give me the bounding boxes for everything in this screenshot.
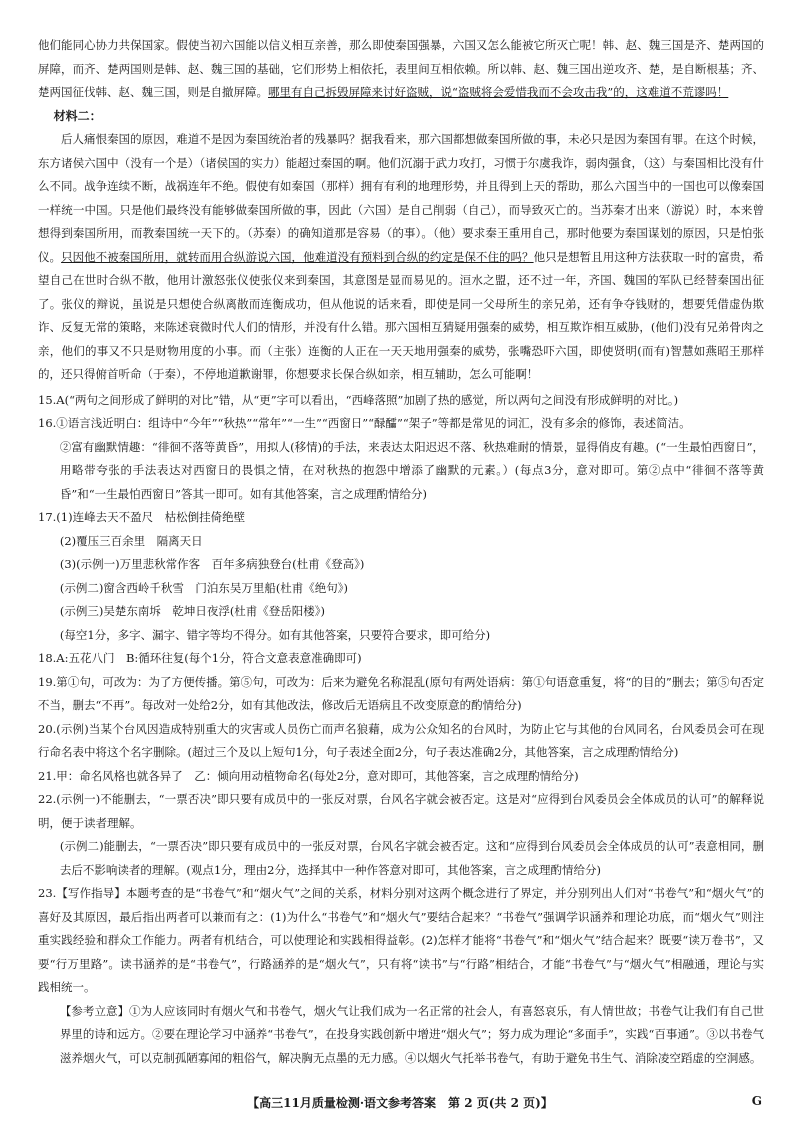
- answer-16: [38, 412, 764, 506]
- answer-line: (3)(示例一)万里悲秋常作客 百年多病独登台(杜甫《登高》): [59, 557, 365, 571]
- answer-line: 21.甲：命名风格也就各异了 乙：倾向用动植物命名(每处2分，意对即可，其他答案，言之成理酌情给分): [38, 768, 579, 783]
- answer-line: 18.A:五花八门 B:循环往复(每个1分，符合文意表意准确即可): [38, 651, 362, 665]
- page-footer: 【高三11月质量检测·语文参考答案 第 2 页(共 2 页)】: [247, 1096, 553, 1110]
- material2-title: 材料二：: [53, 108, 102, 123]
- answer-line: 17.(1)连峰去天不盈尺 枯松倒挂倚绝壁: [38, 510, 246, 524]
- intro-underlined-text: 哪里有自己拆毁屏障来讨好盗贼，说“盗贼将会爱惜我而不会攻击我”的，这难道不荒谬吗！: [268, 85, 729, 99]
- answer-17: [38, 506, 764, 647]
- answer-15: [38, 389, 764, 413]
- answer-line: ②富有幽默情趣：“徘徊不落等黄昏”，用拟人(移情)的手法，来表达太阳迟迟不落、秋热难耐的情景，显得俏皮有趣。(“一生最怕西窗日”，用略带夸张的手法表达对西窗日的畏惧之情，在对秋热的抱怨中增添了幽默的元素。）(每点3分，意对即可。第②点中“徘徊不落等黄昏”和“一生最怕西窗日”答其一即可。如有其他答案，言之成理酌情给分): [59, 439, 764, 501]
- material2-underlined-text: 只因他不被秦国所用，就转而用合纵游说六国，他难道没有预料到合纵的约定是保不住的吗？: [61, 249, 534, 264]
- answer-line: (示例二)能删去，“一票否决”即只要有成员中的一张反对票，台风名字就会被否定。这和“应得到台风委员会全体成员的认可”表意相同，删去后不影响读者的理解。(观点1分，理由2分，选择其中一种作答意对即可，其他答案，言之成理酌情给分): [59, 839, 764, 877]
- answer-19: [38, 671, 764, 718]
- material2-text-a: 后人痛恨秦国的原因，难道不是因为秦国统治者的残暴吗？据我看来，那六国都想做秦国所做的事，未必只是因为秦国有罪。在这个时候，东方诸侯六国中（没有一个是）（诸侯国的实力）能超过秦国的啊。他们沉溺于武力攻打，习惯于尔虞我诈，弱肉强食，（这）与秦国相比没有什么不同。战争连续不断，战祸连年不绝。假使有如秦国（那样）拥有有利的地理形势，并且得到上天的帮助，那么六国当中的一国也可以像秦国一样统一中国。只是他们最终没有能够做秦国所做的事，因此（六国）是自己削弱（自己），而导致灭亡的。当苏秦才出来（游说）时，本来曾想得到秦国所用，而教秦国统一天下的。（苏秦）的确知道那是容易（的事）。（他）要求秦王重用自己，那时他要为秦国谋划的原因，只是怕张仪。: [38, 132, 764, 264]
- answer-18: [38, 647, 764, 671]
- answer-line: (示例三)吴楚东南坼 乾坤日夜浮(杜甫《登岳阳楼》): [59, 604, 326, 618]
- version-letter: G: [751, 1094, 762, 1108]
- material2-paragraph: [38, 128, 764, 387]
- answer-line: (每空1分，多字、漏字、错字等均不得分。如有其他答案，只要符合要求，即可给分): [59, 627, 491, 642]
- answer-22: [38, 788, 764, 882]
- material2-text-b: 他只是想暂且用这种方法获取一时的富贵，希望自己在世时合纵不散，他用计激怒张仪使张仪来到秦国，其意图是显而易见的。洹水之盟，还不过一年，齐国、魏国的军队已经替秦国出征了。张仪的辩说，虽说是只想使合纵离散而连衡成功，但从他说的话来看，即使是同一父母所生的亲兄弟，还有争夺钱财的，想要凭借虚伪欺诈、反复无常的策略，来陈述衰微时代人们的情形，并没有什么错。那六国相互猜疑用强秦的威势，相互欺诈相互威胁，(他们)没有兄弟骨肉之亲，他们的事又不只是财物用度的小事。而（主张）连衡的人正在一天天地用强秦的威势，张嘴恐吓六国，即使贤明(而有)智慧如燕昭王那样的，还只得俯首听命（于秦），不停地道歉谢罪，你想要求长保合纵如亲，相互辅助，怎么可能啊！: [38, 249, 765, 381]
- answer-line: 15.A(“两句之间形成了鲜明的对比”错，从“更”字可以看出，“西峰落照”加剧了热的感觉，所以两句之间没有形成鲜明的对比。): [38, 392, 679, 407]
- answer-line: 22.(示例一)不能删去，“一票否决”即只要有成员中的一张反对票，台风名字就会被否定。这是对“应得到台风委员会全体成员的认可”的解释说明，便于读者理解。: [38, 792, 764, 830]
- answer-document: [38, 34, 764, 1070]
- answer-line: 19.第①句，可改为：为了方便传播。第⑤句，可改为：后来为避免名称混乱(原句有两处语病：第①句语意重复，将“的目的”删去；第⑤句否定不当，删去“不再”。每改对一处给2分，如有其他改法，修改后无语病且不改变原意的酌情给分): [38, 674, 764, 712]
- intro-paragraph: [38, 34, 764, 105]
- answer-line: 【参考立意】①为人应该同时有烟火气和书卷气，烟火气让我们成为一名正常的社会人，有喜怒哀乐，有人情世故；书卷气让我们有自己世界里的诗和远方。②要在理论学习中涵养“书卷气”，在投身实践创新中增进“烟火气”；努力成为理论“多面手”，实践“百事通”。③以书卷气滋养烟火气，可以克制孤陋寡闻的粗俗气，解决胸无点墨的无力感。④以烟火气托举书卷气，有助于避免书生气、消除凌空蹈虚的空洞感。: [59, 1003, 764, 1065]
- answer-line: 20.(示例)当某个台风因造成特别重大的灾害或人员伤亡而声名狼藉，成为公众知名的台风时，为防止它与其他的台风同名，台风委员会可在现行命名表中将这个名字删除。(超过三个及以上短句1分，句子表述全面2分，句子表达准确2分，其他答案，言之成理酌情给分): [38, 721, 764, 759]
- answer-line: 16.①语言浅近明白：组诗中“今年”“秋热”“常年”“一生”“西窗日”“醁醽”“架子”等都是常见的词汇，没有多余的修饰，表述简洁。: [38, 416, 691, 430]
- answer-line: 23.【写作指导】本题考查的是“书卷气”和“烟火气”之间的关系，材料分别对这两个概念进行了界定，并分别列出人们对“书卷气”和“烟火气”的喜好及其原因，最后指出两者可以兼而有之：(1)为什么“书卷气”和“烟火气”要结合起来？“书卷气”强调学识涵养和理论功底，而“烟火气”则注重实践经验和群众工作能力。两者有机结合，可以使理论和实践相得益彰。(2)怎样才能将“书卷气”和“烟火气”结合起来？既要“读万卷书”，又要“行万里路”。读书涵养的是“书卷气”，行路涵养的是“烟火气”，只有将“读书”与“行路”相结合，才能“书卷气”与“烟火气”相融通，理论与实践相统一。: [38, 886, 764, 994]
- answer-23: [38, 882, 764, 1070]
- answer-20: [38, 718, 764, 765]
- answer-21: [38, 765, 764, 789]
- intro-text: 他们能同心协力共保国家。假使当初六国能以信义相互亲善，那么即使秦国强暴，六国又怎么能被它所灭亡呢！韩、赵、魏三国是齐、楚两国的屏障，而齐、楚两国则是韩、赵、魏三国的基础，它们形势上相依托，表里间互相依赖。所以韩、赵、魏三国出逆攻齐、楚，是自断根基；齐、楚两国征伐韩、赵、魏三国，则是自撤屏障。: [38, 38, 764, 99]
- answer-line: (示例二)窗含西岭千秋雪 门泊东吴万里船(杜甫《绝句》): [59, 580, 349, 595]
- answer-line: (2)覆压三百余里 隔离天日: [59, 533, 203, 548]
